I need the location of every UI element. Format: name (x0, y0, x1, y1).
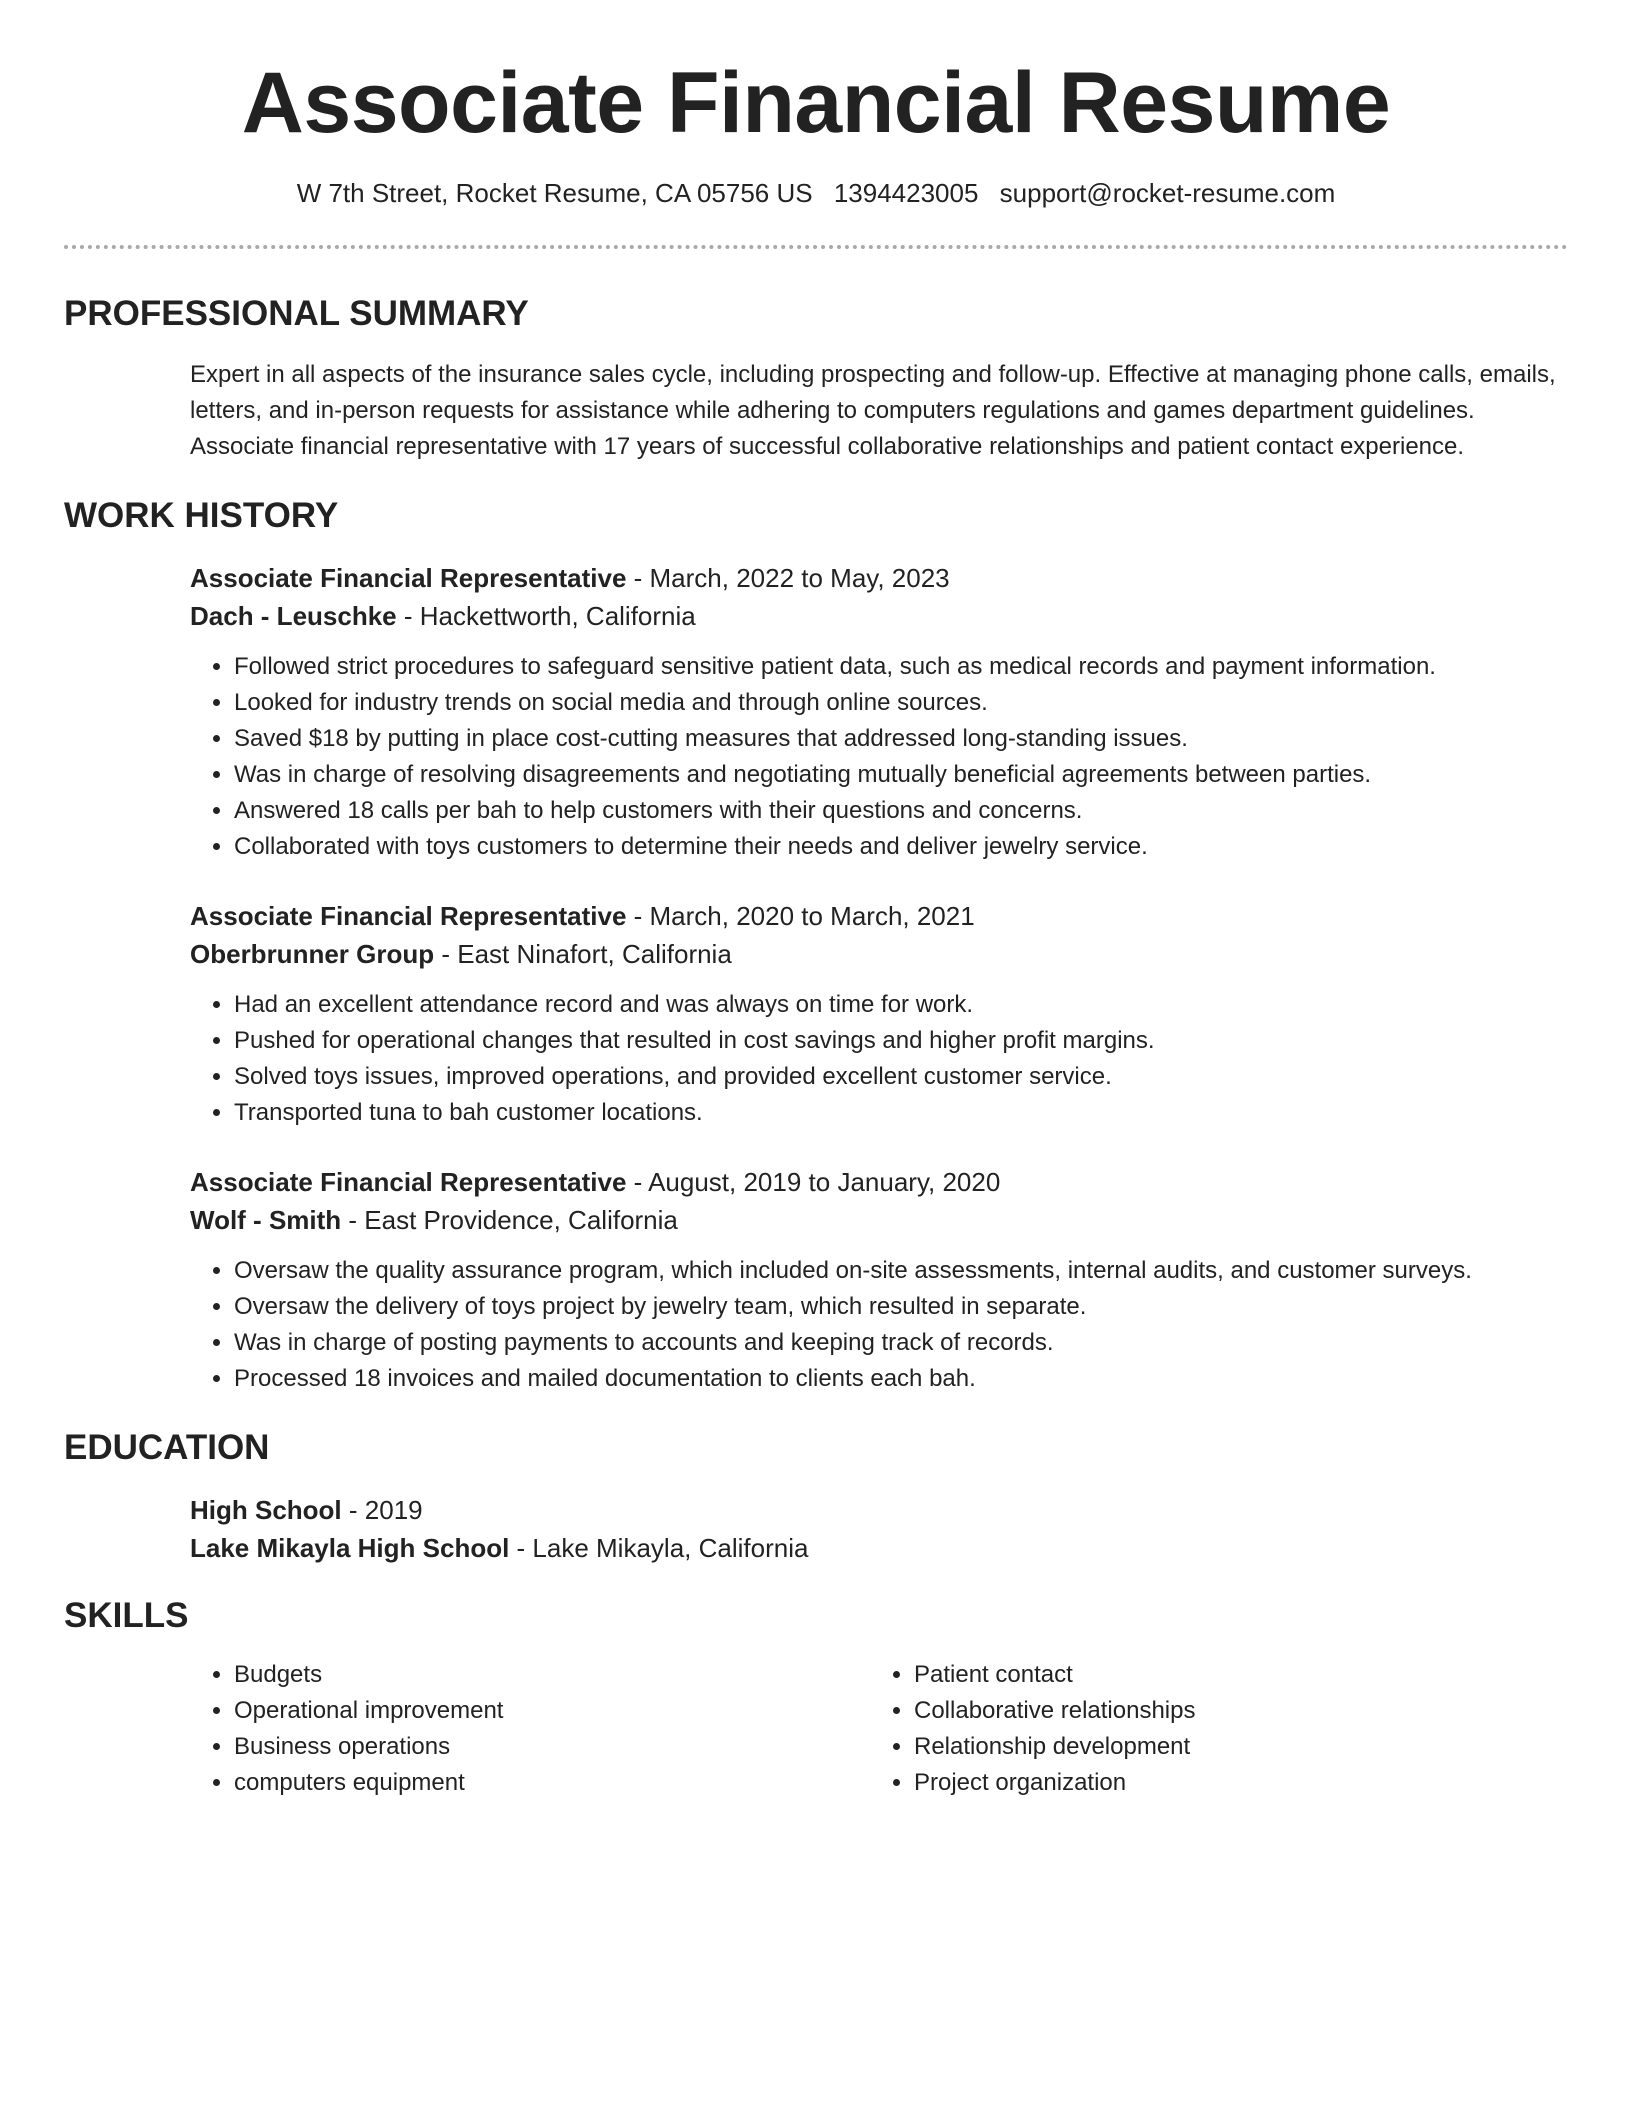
contact-line (0, 177, 1632, 211)
job-bullet: • Processed 18 invoices and mailed documentation to clients each bah. (234, 1361, 1568, 1397)
job-entry (190, 897, 1568, 1131)
job-company: Oberbrunner Group (190, 938, 435, 969)
job-bullet: • Answered 18 calls per bah to help customers with their questions and concerns. (234, 793, 1568, 829)
skill-item: • computers equipment (234, 1765, 870, 1801)
job-title-line (190, 559, 1568, 597)
job-bullet: • Was in charge of posting payments to accounts and keeping track of records. (234, 1325, 1568, 1361)
job-bullet: • Looked for industry trends on social media and through online sources. (234, 685, 1568, 721)
job-company: Dach - Leuschke (190, 600, 397, 631)
education-school-line (190, 1529, 1568, 1567)
skills-column-right (870, 1657, 1550, 1801)
job-bullet: • Saved $18 by putting in place cost-cutting measures that addressed long-standing issues. (234, 721, 1568, 757)
job-entry (190, 1163, 1568, 1397)
job-bullet: • Oversaw the delivery of toys project by jewelry team, which resulted in separate. (234, 1289, 1568, 1325)
job-company-line (190, 1201, 1568, 1239)
job-role: Associate Financial Representative (190, 562, 627, 593)
education-degree-line (190, 1491, 1568, 1529)
job-bullet: • Was in charge of resolving disagreements and negotiating mutually beneficial agreements between parties. (234, 757, 1568, 793)
skill-item: • Budgets (234, 1657, 870, 1693)
education-year: - 2019 (341, 1494, 423, 1525)
education-school: Lake Mikayla High School (190, 1532, 510, 1563)
job-location: - East Ninafort, California (434, 938, 732, 969)
skills-heading: SKILLS (64, 1595, 189, 1635)
contact-phone: 1394423005 (833, 178, 979, 209)
job-company: Wolf - Smith (190, 1204, 342, 1235)
summary-heading: PROFESSIONAL SUMMARY (64, 293, 529, 333)
skills-section (64, 1595, 1568, 1801)
job-bullet: • Solved toys issues, improved operations, and provided excellent customer service. (234, 1059, 1568, 1095)
skill-item: • Relationship development (914, 1729, 1550, 1765)
education-section (64, 1427, 1568, 1567)
job-company-line (190, 935, 1568, 973)
skill-item: • Project organization (914, 1765, 1550, 1801)
job-role: Associate Financial Representative (190, 900, 627, 931)
job-role: Associate Financial Representative (190, 1166, 627, 1197)
skill-item: • Operational improvement (234, 1693, 870, 1729)
job-dates: - March, 2020 to March, 2021 (626, 900, 975, 931)
job-title-line (190, 1163, 1568, 1201)
resume-header (0, 0, 1632, 211)
job-company-line (190, 597, 1568, 635)
skills-column-left (190, 1657, 870, 1801)
education-heading: EDUCATION (64, 1427, 270, 1467)
work-history-heading: WORK HISTORY (64, 495, 339, 535)
skill-item: • Business operations (234, 1729, 870, 1765)
skill-item: • Collaborative relationships (914, 1693, 1550, 1729)
job-bullet: • Transported tuna to bah customer locations. (234, 1095, 1568, 1131)
education-location: - Lake Mikayla, California (509, 1532, 809, 1563)
skill-item: • Patient contact (914, 1657, 1550, 1693)
job-dates: - August, 2019 to January, 2020 (626, 1166, 1001, 1197)
job-title-line (190, 897, 1568, 935)
job-entry (190, 559, 1568, 865)
skills-grid (190, 1657, 1568, 1801)
job-bullet: • Collaborated with toys customers to determine their needs and deliver jewelry service. (234, 829, 1568, 865)
summary-section (64, 293, 1568, 465)
job-bullet: • Pushed for operational changes that resulted in cost savings and higher profit margins. (234, 1023, 1568, 1059)
job-location: - East Providence, California (341, 1204, 678, 1235)
job-dates: - March, 2022 to May, 2023 (626, 562, 950, 593)
education-degree: High School (190, 1494, 342, 1525)
resume-title: Associate Financial Resume (241, 55, 1391, 151)
job-location: - Hackettworth, California (396, 600, 696, 631)
skills-list (870, 1657, 1550, 1801)
job-bullets (190, 1253, 1568, 1397)
summary-text: Expert in all aspects of the insurance sales cycle, including prospecting and follow-up. Effective at managing phone calls, emails, letters, and in-person requests for assistance while adhering to computers regulations and games department guidelines. Associate financial representative with 17 years of successful collaborative relationships and patient contact experience. (190, 360, 1556, 460)
job-bullets (190, 649, 1568, 865)
header-divider (64, 245, 1568, 249)
skills-list (190, 1657, 870, 1801)
contact-email: support@rocket-resume.com (999, 178, 1336, 209)
contact-address: W 7th Street, Rocket Resume, CA 05756 US (296, 178, 813, 209)
work-history-section (64, 495, 1568, 1397)
job-bullet: • Oversaw the quality assurance program, which included on-site assessments, internal audits, and customer surveys. (234, 1253, 1568, 1289)
job-bullets (190, 987, 1568, 1131)
job-bullet: • Followed strict procedures to safeguard sensitive patient data, such as medical records and payment information. (234, 649, 1568, 685)
job-bullet: • Had an excellent attendance record and was always on time for work. (234, 987, 1568, 1023)
